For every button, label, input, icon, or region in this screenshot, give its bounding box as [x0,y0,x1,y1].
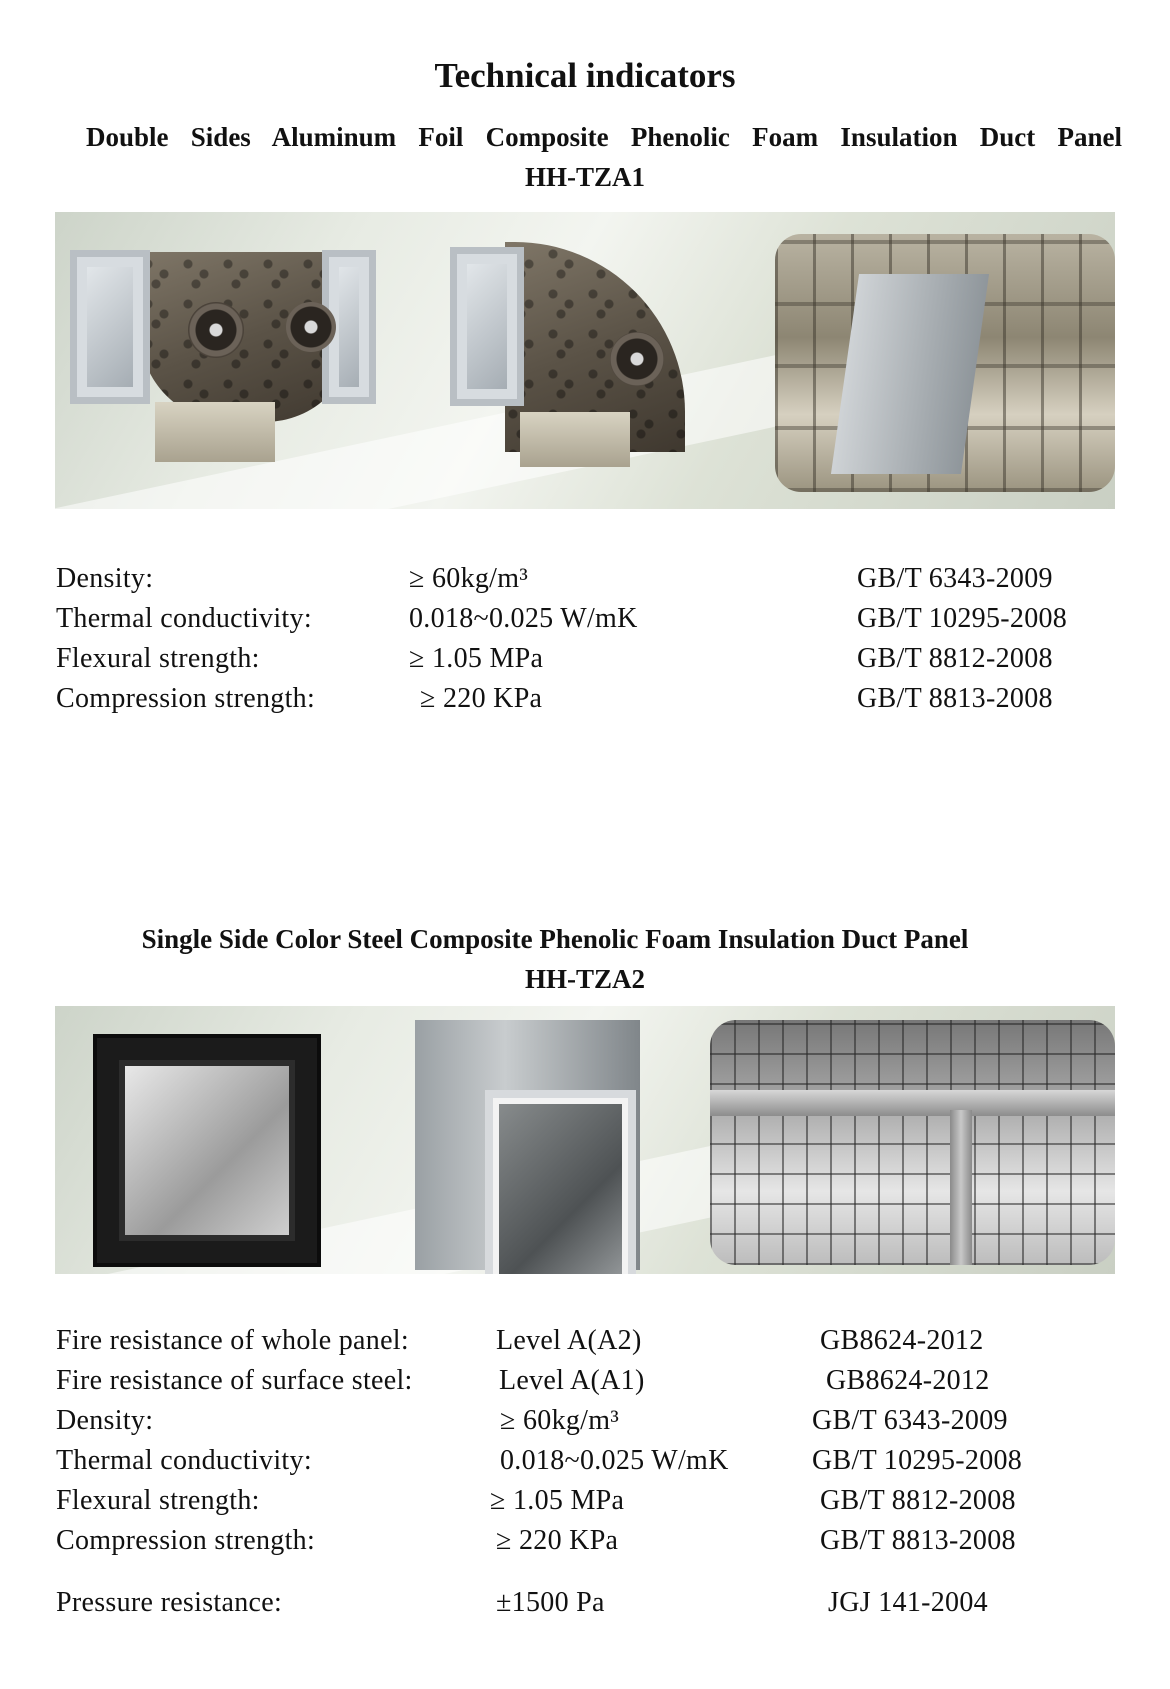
spec-row [0,1325,1170,1363]
spec-standard: GB/T 6343-2009 [812,1405,1008,1436]
spec-label: Flexural strength: [56,643,260,674]
spec-label: Flexural strength: [56,1485,260,1516]
spec-value: ≥ 60kg/m³ [500,1405,620,1436]
spec-value: Level A(A1) [499,1365,645,1396]
product1-name: Double Sides Aluminum Foil Composite Phenolic Foam Insulation Duct Panel [86,122,1122,152]
spec-value: ≥ 1.05 MPa [409,643,544,674]
spec-standard: GB/T 10295-2008 [857,603,1068,634]
product2-banner [55,1006,1115,1274]
spec-label: Thermal conductivity: [56,1445,312,1476]
product2-model: HH-TZA2 [524,964,645,994]
spec-row [0,603,1170,641]
spec-value: 0.018~0.025 W/mK [500,1445,729,1476]
spec-value: ≥ 220 KPa [420,683,543,714]
spec-standard: GB/T 6343-2009 [857,563,1053,594]
spec-value: 0.018~0.025 W/mK [409,603,638,634]
spec-value: ≥ 1.05 MPa [490,1485,625,1516]
product2-name: Single Side Color Steel Composite Phenolic Foam Insulation Duct Panel [141,924,969,954]
spec-value: ≥ 220 KPa [496,1525,619,1556]
spec-standard: GB/T 10295-2008 [812,1445,1023,1476]
spec-label: Compression strength: [56,683,316,714]
tee-duct-image [70,232,370,482]
spec-standard: GB8624-2012 [826,1365,990,1396]
product1-model: HH-TZA1 [524,162,645,192]
spec-standard: GB/T 8812-2008 [820,1485,1016,1516]
installation-photo-2 [710,1020,1115,1265]
elbow-duct-image [450,232,710,482]
spec-value: Level A(A2) [496,1325,642,1356]
spec-label: Pressure resistance: [56,1587,283,1618]
spec-label: Density: [56,1405,154,1436]
spec-row [0,1587,1170,1625]
spec-row [0,683,1170,721]
spec-standard: GB/T 8812-2008 [857,643,1053,674]
spec-label: Fire resistance of whole panel: [56,1325,409,1356]
spec-value: ±1500 Pa [496,1587,605,1618]
spec-row [0,1485,1170,1523]
installation-photo-1 [775,234,1115,492]
spec-row [0,563,1170,601]
spec-label: Thermal conductivity: [56,603,312,634]
spec-standard: GB/T 8813-2008 [820,1525,1016,1556]
page-title: Technical indicators [434,56,736,95]
spec-row [0,643,1170,681]
spec-row [0,1525,1170,1563]
gray-steel-duct-image [415,1020,640,1270]
spec-row [0,1405,1170,1443]
spec-standard: GB/T 8813-2008 [857,683,1053,714]
spec-label: Fire resistance of surface steel: [56,1365,413,1396]
spec-standard: JGJ 141-2004 [828,1587,988,1618]
spec-row [0,1445,1170,1483]
spec-row [0,1365,1170,1403]
spec-standard: GB8624-2012 [820,1325,984,1356]
spec-label: Density: [56,563,154,594]
product1-banner [55,212,1115,509]
spec-value: ≥ 60kg/m³ [409,563,529,594]
spec-label: Compression strength: [56,1525,316,1556]
black-steel-duct-image [93,1034,321,1267]
